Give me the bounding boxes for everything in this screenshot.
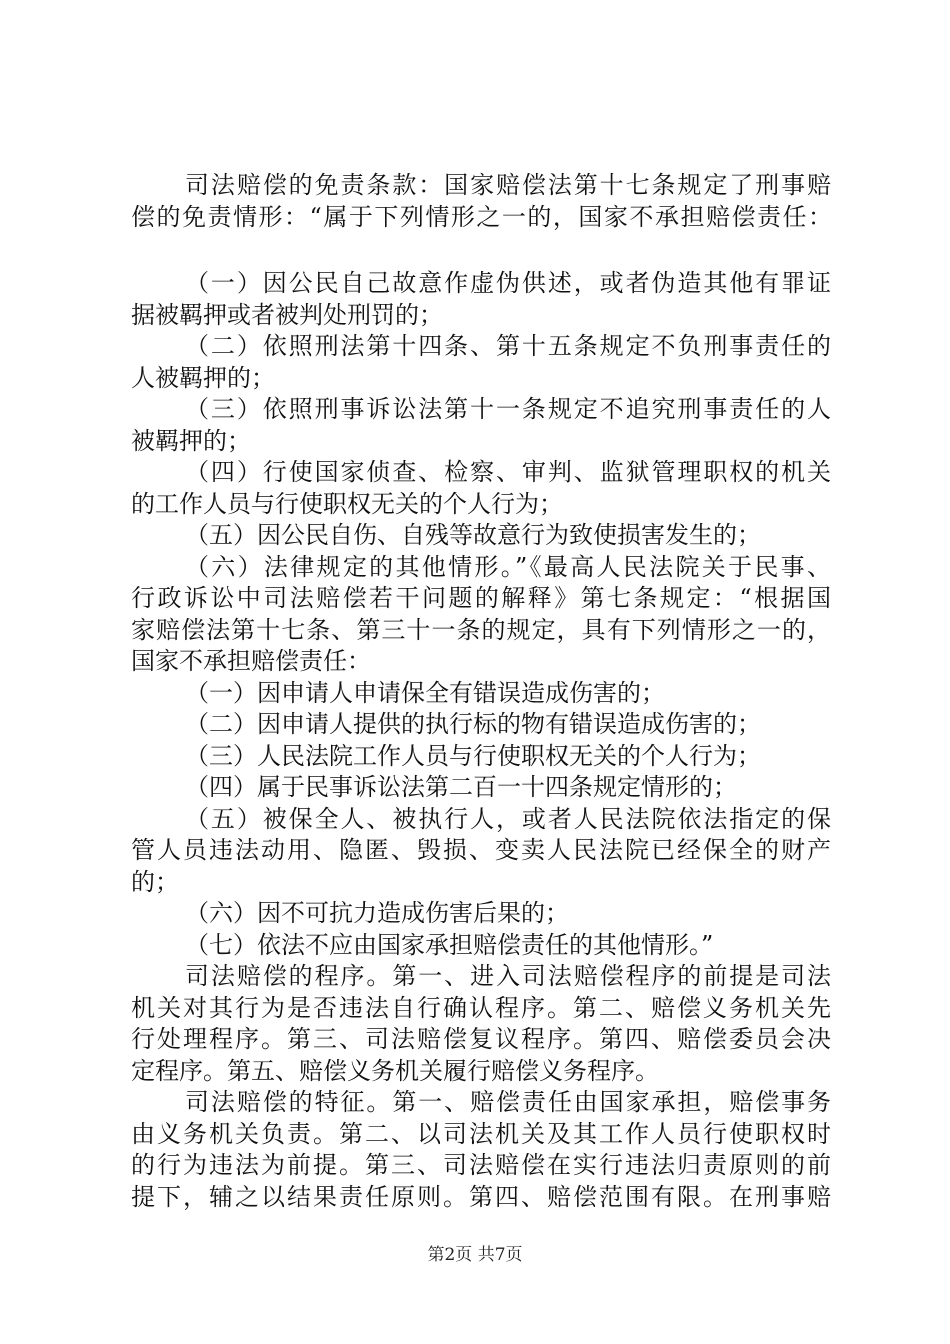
text-line: （五）因公民自伤、自残等故意行为致使损害发生的； [185, 521, 761, 549]
text-line: 的行为违法为前提。第三、司法赔偿在实行违法归责原则的前 [131, 1151, 831, 1179]
text-line: （七）依法不应由国家承担赔偿责任的其他情形。” [185, 930, 714, 959]
paragraph [131, 678, 831, 710]
text-line: （四）行使国家侦查、检察、审判、监狱管理职权的机关 [185, 458, 831, 486]
paragraph [131, 898, 831, 930]
text-line: 司法赔偿的免责条款：国家赔偿法第十七条规定了刑事赔 [185, 171, 831, 199]
text-line: 被羁押的； [131, 426, 251, 455]
text-line: （四）属于民事诉讼法第二百一十四条规定情形的； [185, 773, 737, 801]
text-line: 司法赔偿的程序。第一、进入司法赔偿程序的前提是司法 [185, 962, 831, 990]
text-line: 行政诉讼中司法赔偿若干问题的解释》第七条规定：“根据国 [131, 584, 831, 612]
text-line: （一）因公民自己故意作虚伪供述，或者伪造其他有罪证 [185, 269, 831, 297]
text-line: （三）依照刑事诉讼法第十一条规定不追究刑事责任的人 [185, 395, 831, 423]
text-line: 行处理程序。第三、司法赔偿复议程序。第四、赔偿委员会决 [131, 1025, 831, 1053]
paragraph [131, 331, 831, 394]
text-line: （二）因申请人提供的执行标的物有错误造成伤害的； [185, 710, 761, 738]
paragraph [131, 709, 831, 741]
text-line: 司法赔偿的特征。第一、赔偿责任由国家承担，赔偿事务 [185, 1088, 831, 1116]
paragraph [131, 394, 831, 457]
paragraph [131, 772, 831, 804]
paragraph [131, 930, 831, 962]
paragraph [131, 552, 831, 678]
text-line: （三）人民法院工作人员与行使职权无关的个人行为； [185, 741, 761, 770]
paragraph [131, 961, 831, 1087]
text-line: 管人员违法动用、隐匿、毁损、变卖人民法院已经保全的财产 [131, 836, 831, 864]
page-number-footer: 第2页 共7页 [427, 1245, 523, 1265]
text-line: 的工作人员与行使职权无关的个人行为； [131, 489, 563, 518]
text-line: （二）依照刑法第十四条、第十五条规定不负刑事责任的 [185, 332, 831, 360]
paragraph [131, 1087, 831, 1213]
text-line: （五）被保全人、被执行人，或者人民法院依法指定的保 [185, 804, 831, 833]
paragraph [131, 170, 831, 233]
text-line: 人被羁押的； [131, 363, 275, 392]
text-line: 的； [131, 867, 179, 896]
text-line: 据被羁押或者被判处刑罚的； [131, 300, 443, 329]
text-line: 提下，辅之以结果责任原则。第四、赔偿范围有限。在刑事赔 [131, 1182, 831, 1211]
document-body [131, 170, 831, 1213]
text-line: （六）因不可抗力造成伤害后果的； [185, 899, 569, 927]
text-line: 偿的免责情形：“属于下列情形之一的，国家不承担赔偿责任： [131, 202, 831, 231]
text-line: 定程序。第五、赔偿义务机关履行赔偿义务程序。 [131, 1056, 659, 1085]
text-line: 由义务机关负责。第二、以司法机关及其工作人员行使职权时 [131, 1119, 831, 1148]
paragraph [131, 457, 831, 520]
text-line: 家赔偿法第十七条、第三十一条的规定，具有下列情形之一的， [131, 615, 831, 644]
text-line: （六）法律规定的其他情形。”《最高人民法院关于民事、 [185, 552, 831, 581]
paragraph [131, 804, 831, 899]
paragraph [131, 268, 831, 331]
text-line: （一）因申请人申请保全有错误造成伤害的； [185, 678, 665, 707]
paragraph [131, 741, 831, 773]
text-line: 国家不承担赔偿责任： [131, 647, 371, 675]
paragraph [131, 520, 831, 552]
text-line: 机关对其行为是否违法自行确认程序。第二、赔偿义务机关先 [131, 993, 831, 1022]
